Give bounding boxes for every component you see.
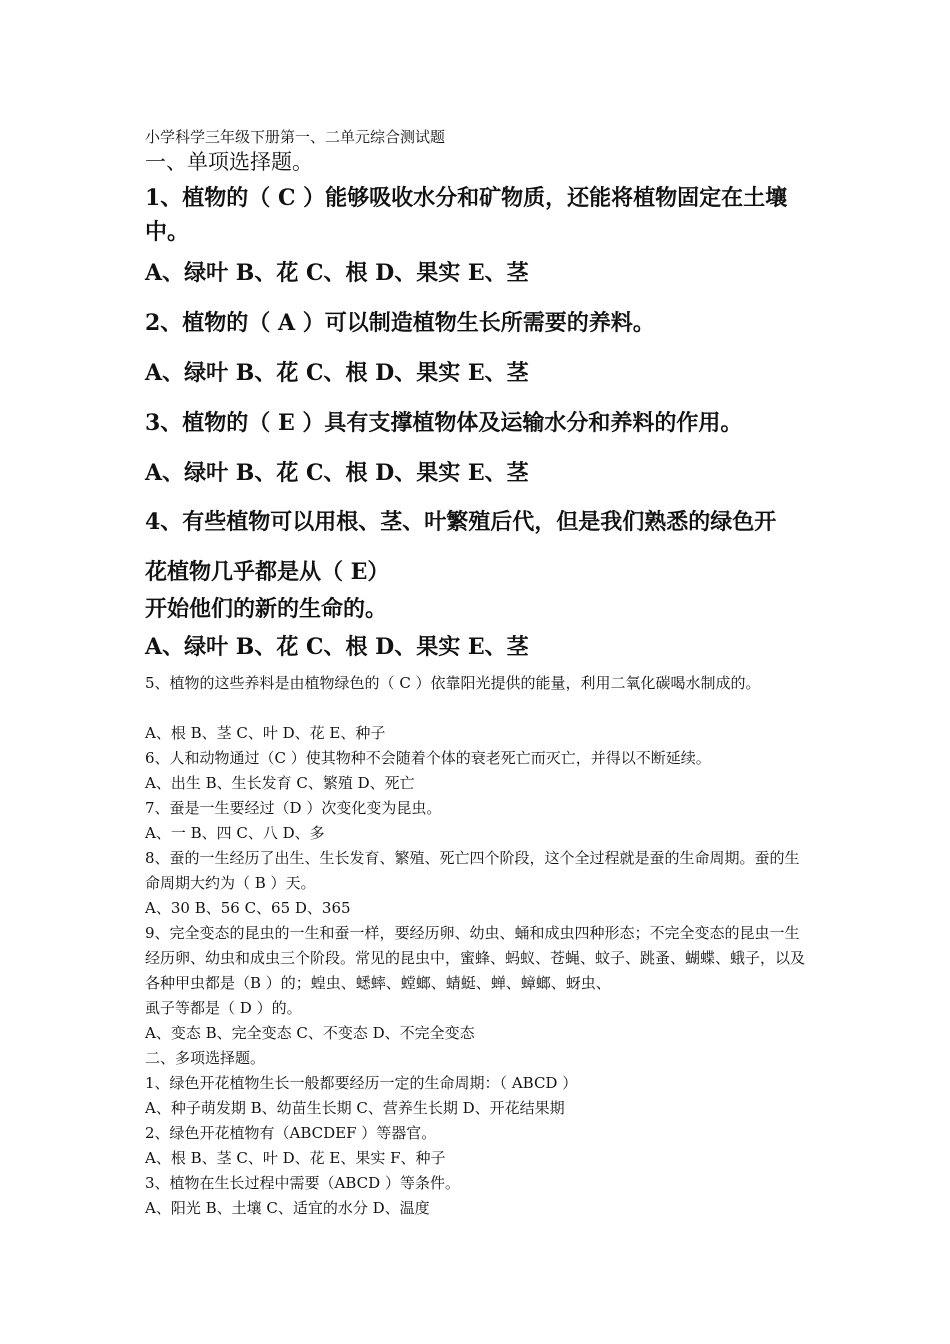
question-4-line-3: 开始他们的新的生命的。 xyxy=(145,596,388,622)
multi-question-3: 3、植物在生长过程中需要（ABCD ）等条件。 xyxy=(145,1174,460,1192)
question-1-options: A、绿叶 B、花 C、根 D、果实 E、茎 xyxy=(145,260,529,286)
question-3-options: A、绿叶 B、花 C、根 D、果实 E、茎 xyxy=(145,460,529,486)
question-9: 9、完全变态的昆虫的一生和蚕一样，要经历卵、幼虫、蛹和成虫四种形态；不完全变态的昆虫一生经历卵、幼虫和成虫三个阶段。常见的昆虫中，蜜蜂、蚂蚁、苍蝇、蚊子、跳蚤、蝴蝶、蛾子，以及各种甲虫都是（B ）的；蝗虫、蟋蟀、螳螂、蜻蜓、蝉、蟑螂、蚜虫、 xyxy=(145,924,806,992)
question-2-options: A、绿叶 B、花 C、根 D、果实 E、茎 xyxy=(145,360,529,386)
question-4-options: A、绿叶 B、花 C、根 D、果实 E、茎 xyxy=(145,634,529,660)
question-2: 2、植物的（ A ）可以制造植物生长所需要的养料。 xyxy=(145,310,655,336)
question-7: 7、蚕是一生要经过（D ）次变化变为昆虫。 xyxy=(145,799,442,817)
section-heading-single-choice: 一、单项选择题。 xyxy=(145,150,313,174)
question-9-tail: 虱子等都是（ D ）的。 xyxy=(145,999,302,1017)
question-7-options: A、一 B、四 C、八 D、多 xyxy=(145,824,325,842)
question-4-line-1: 4、有些植物可以用根、茎、叶繁殖后代，但是我们熟悉的绿色开 xyxy=(145,509,777,535)
question-1: 1、植物的（ C ）能够吸收水分和矿物质，还能将植物固定在土壤中。 xyxy=(145,185,788,245)
question-5-options: A、根 B、茎 C、叶 D、花 E、种子 xyxy=(145,724,386,742)
question-5: 5、植物的这些养料是由植物绿色的（ C ）依靠阳光提供的能量，利用二氧化碳喝水制成的。 xyxy=(145,674,761,692)
question-9-options: A、变态 B、完全变态 C、不变态 D、不完全变态 xyxy=(145,1024,475,1042)
question-3: 3、植物的（ E ）具有支撑植物体及运输水分和养料的作用。 xyxy=(145,410,743,436)
multi-question-2: 2、绿色开花植物有（ABCDEF ）等器官。 xyxy=(145,1124,437,1142)
multi-question-2-options: A、根 B、茎 C、叶 D、花 E、果实 F、种子 xyxy=(145,1149,446,1167)
multi-question-3-options: A、阳光 B、土壤 C、适宜的水分 D、温度 xyxy=(145,1199,430,1217)
multi-question-1: 1、绿色开花植物生长一般都要经历一定的生命周期：（ ABCD ） xyxy=(145,1074,578,1092)
question-4-line-2: 花植物几乎都是从（ E） xyxy=(145,559,390,585)
question-8: 8、蚕的一生经历了出生、生长发育、繁殖、死亡四个阶段，这个全过程就是蚕的生命周期。蚕的生命周期大约为（ B ）天。 xyxy=(145,849,800,892)
question-8-options: A、30 B、56 C、65 D、365 xyxy=(145,899,351,917)
section-heading-multiple-choice: 二、多项选择题。 xyxy=(145,1049,266,1067)
multi-question-1-options: A、种子萌发期 B、幼苗生长期 C、营养生长期 D、开花结果期 xyxy=(145,1099,565,1117)
document-title: 小学科学三年级下册第一、二单元综合测试题 xyxy=(145,128,446,146)
question-6-options: A、出生 B、生长发育 C、繁殖 D、死亡 xyxy=(145,774,415,792)
question-6: 6、人和动物通过（C ）使其物种不会随着个体的衰老死亡而灭亡，并得以不断延续。 xyxy=(145,749,711,767)
